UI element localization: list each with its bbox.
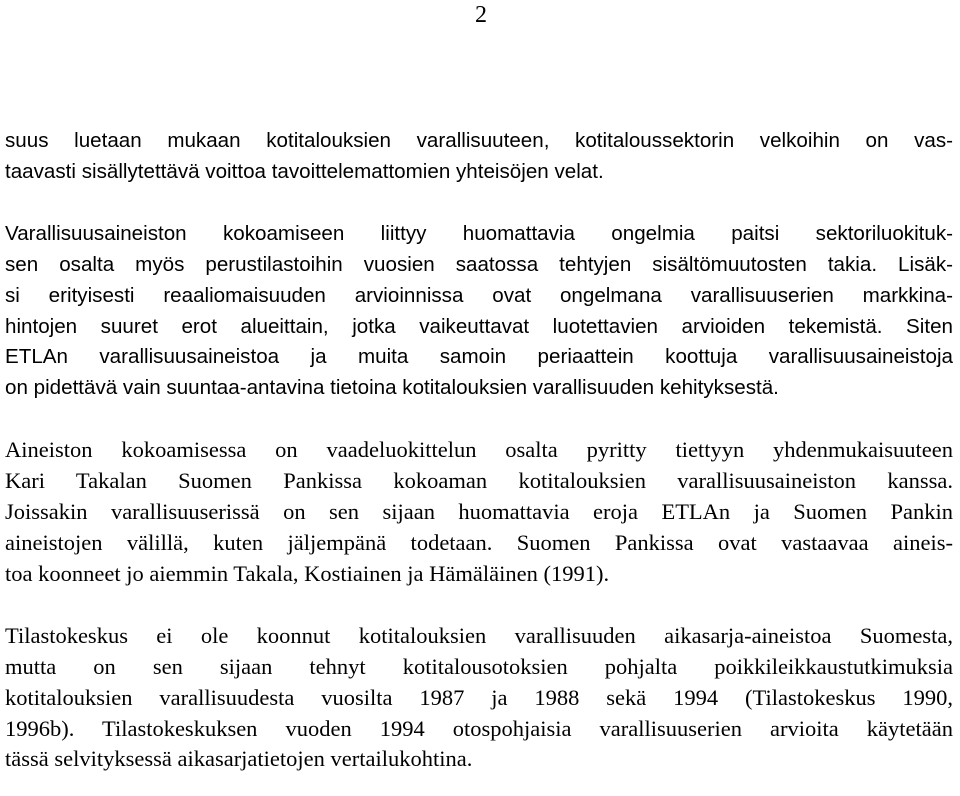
text-line: ETLAn varallisuusaineistoa ja muita samoin periaattein koottuja varallisuusaineistoja	[5, 345, 953, 369]
text-line: taavasti sisällytettävä voittoa tavoittelemattomien yhteisöjen velat.	[5, 159, 604, 183]
text-line: mutta on sen sijaan tehnyt kotitalousotoksien pohjalta poikkileikkaustutkimuksia	[5, 653, 953, 679]
text-line: Joissakin varallisuuserissä on sen sijaan huomattavia eroja ETLAn ja Suomen Pankin	[5, 499, 953, 525]
paragraph-2	[5, 219, 953, 404]
text-line: aineistojen välillä, kuten jäljempänä todetaan. Suomen Pankissa ovat vastaavaa aineis-	[5, 529, 953, 555]
text-line: on pidettävä vain suuntaa-antavina tietoina kotitalouksien varallisuuden kehityksestä.	[5, 376, 779, 400]
text-line: suus luetaan mukaan kotitalouksien varallisuuteen, kotitaloussektorin velkoihin on vas-	[5, 129, 953, 152]
text-line: Varallisuusaineiston kokoamiseen liittyy huomattavia ongelmia paitsi sektoriluokituk-	[5, 221, 953, 245]
text-line: toa koonneet jo aiemmin Takala, Kostiainen ja Hämäläinen (1991).	[5, 560, 610, 586]
text-line: Kari Takalan Suomen Pankissa kokoaman kotitalouksien varallisuusaineiston kanssa.	[5, 468, 953, 494]
body-text	[5, 126, 953, 775]
text-line: sen osalta myös perustilastoihin vuosien saatossa tehtyjen sisältömuutosten takia. Lisäk-	[5, 252, 953, 276]
paragraph-3	[5, 435, 953, 590]
page-number	[0, 2, 960, 28]
text-line: 1996b). Tilastokeskuksen vuoden 1994 otospohjaisia varallisuuserien arvioita käytetään	[5, 715, 953, 741]
text-line: hintojen suuret erot alueittain, jotka vaikeuttavat luotettavien arvioiden tekemistä. Siten	[5, 314, 953, 338]
text-line: Tilastokeskus ei ole koonnut kotitalouksien varallisuuden aikasarja-aineistoa Suomesta,	[5, 622, 953, 648]
text-line: si erityisesti reaaliomaisuuden arvioinnissa ovat ongelmana varallisuuserien markkina-	[5, 283, 953, 307]
text-line: Aineiston kokoamisessa on vaadeluokittelun osalta pyritty tiettyyn yhdenmukaisuuteen	[5, 437, 953, 463]
text-line: tässä selvityksessä aikasarjatietojen vertailukohtina.	[5, 746, 473, 772]
text-line: kotitalouksien varallisuudesta vuosilta 1987 ja 1988 sekä 1994 (Tilastokeskus 1990,	[5, 684, 953, 710]
page-number-text: 2	[475, 2, 487, 28]
paragraph-4	[5, 621, 953, 776]
paragraph-1	[5, 126, 953, 188]
